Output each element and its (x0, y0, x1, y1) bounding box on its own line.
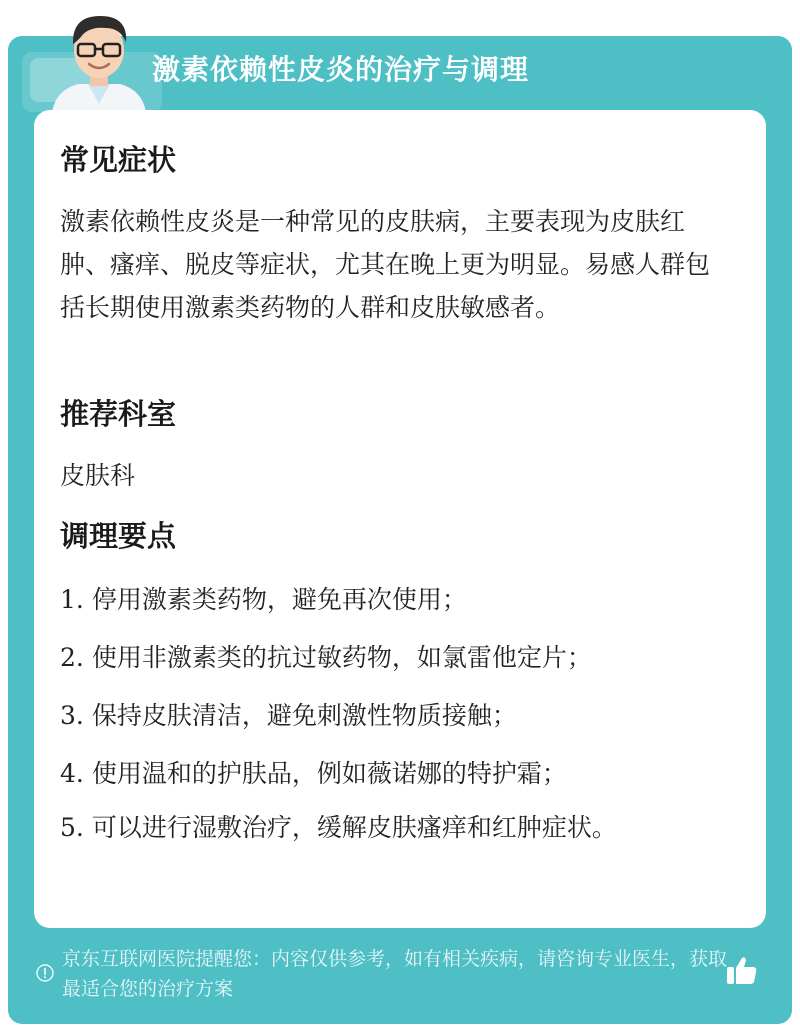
care-item: 2. 使用非激素类的抗过敏药物，如氯雷他定片； (60, 643, 592, 672)
content-panel (34, 110, 766, 928)
care-item: 3. 保持皮肤清洁，避免刺激性物质接触； (60, 701, 517, 730)
department-text: 皮肤科 (60, 461, 136, 490)
page-title: 激素依赖性皮炎的治疗与调理 (152, 53, 530, 86)
thumbs-up-icon[interactable] (724, 952, 760, 988)
info-icon (36, 964, 54, 982)
care-heading: 调理要点 (60, 519, 177, 553)
department-heading: 推荐科室 (60, 397, 177, 431)
doctor-avatar-icon (44, 4, 154, 112)
care-item: 5. 可以进行湿敷治疗，缓解皮肤瘙痒和红肿症状。 (60, 813, 617, 842)
symptoms-heading: 常见症状 (60, 143, 177, 177)
disclaimer-text: 京东互联网医院提醒您：内容仅供参考，如有相关疾病，请咨询专业医生，获取最适合您的治疗方案 (62, 948, 728, 1000)
care-item: 1. 停用激素类药物，避免再次使用； (60, 585, 467, 614)
care-item: 4. 使用温和的护肤品，例如薇诺娜的特护霜； (60, 759, 567, 788)
symptoms-text: 激素依赖性皮炎是一种常见的皮肤病，主要表现为皮肤红肿、瘙痒、脱皮等症状，尤其在晚上更为明显。易感人群包括长期使用激素类药物的人群和皮肤敏感者。 (60, 207, 711, 322)
